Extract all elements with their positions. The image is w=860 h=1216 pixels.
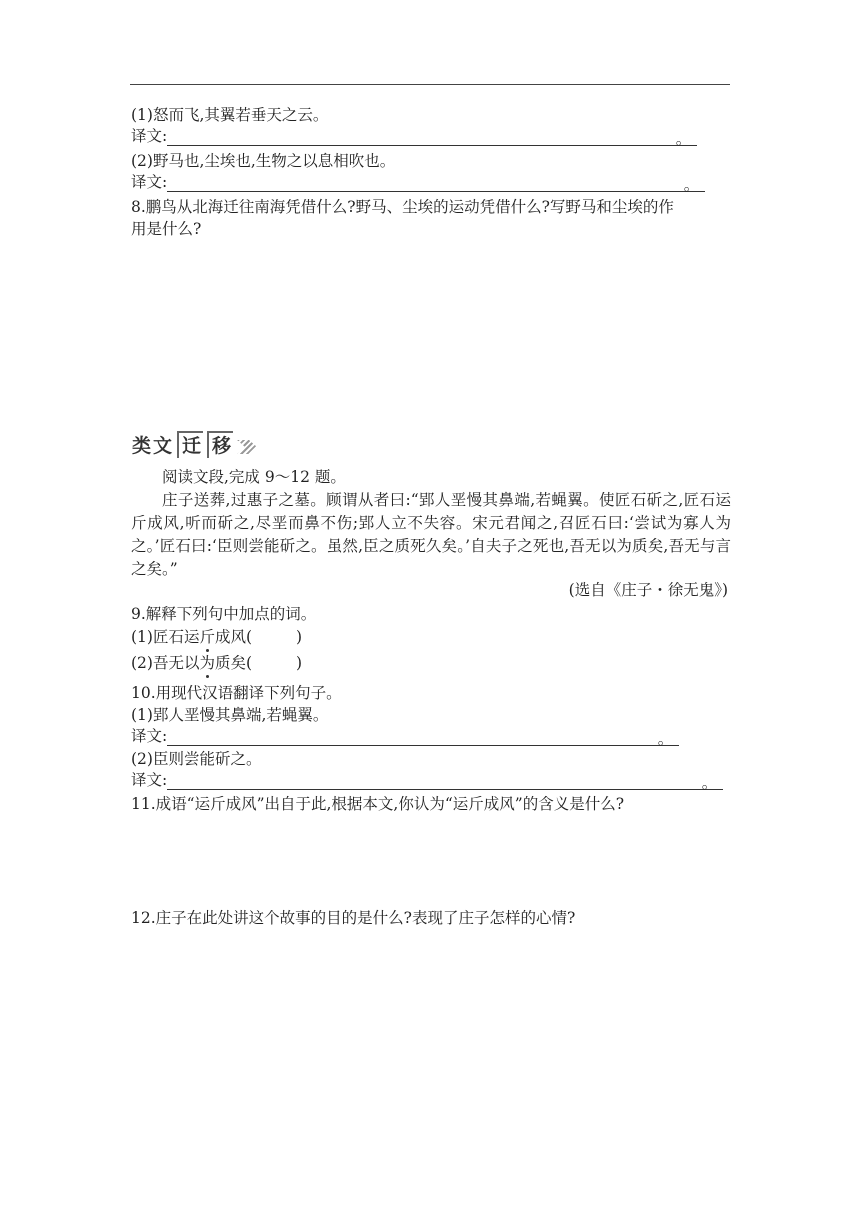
- emphasis-dot-char: 为: [199, 654, 215, 672]
- arrow-decoration-icon: [237, 440, 257, 454]
- question-12-title: 12.庄子在此处讲这个故事的目的是什么?表现了庄子怎样的心情?: [131, 909, 576, 927]
- answer-blank[interactable]: 。: [167, 175, 705, 192]
- answer-label: 译文:: [131, 727, 168, 745]
- section-header-char: 文: [153, 435, 173, 457]
- answer-blank[interactable]: 。: [167, 129, 697, 146]
- question-8-line-1: 8.鹏鸟从北海迁往南海凭借什么?野马、尘埃的运动凭借什么?写野马和尘埃的作: [131, 198, 674, 216]
- emphasis-dot-char: 斤: [199, 628, 215, 646]
- answer-blank[interactable]: 。: [167, 729, 679, 746]
- passage-intro: 阅读文段,完成 9～12 题。: [162, 468, 346, 486]
- q10-answer-row-2: [131, 770, 723, 790]
- q7-sentence-1: (1)怒而飞,其翼若垂天之云。: [131, 106, 329, 124]
- q7-answer-row-2: [131, 172, 705, 192]
- passage-body: 庄子送葬,过惠子之墓。顾谓从者曰:“郢人垩慢其鼻端,若蝇翼。使匠石斫之,匠石运斤成风,听而斫之,尽垩而鼻不伤;郢人立不失容。宋元君闻之,召匠石曰:‘尝试为寡人为之。’匠石曰:‘臣则尝能斫之。虽然,臣之质死久矣。’自夫子之死也,吾无以为质矣,吾无与言之矣。”: [131, 491, 731, 578]
- section-header-similar-text-transfer: [131, 428, 257, 458]
- section-header-char: 类: [132, 435, 152, 457]
- question-9-item-1: (1)匠石运斤成风( ): [131, 628, 303, 646]
- answer-label: 译文:: [131, 173, 168, 191]
- answer-label: 译文:: [131, 771, 168, 789]
- q10-sentence-2: (2)臣则尝能斫之。: [131, 750, 262, 768]
- answer-label: 译文:: [131, 127, 168, 145]
- question-8-line-2: 用是什么?: [131, 220, 202, 238]
- question-9-title: 9.解释下列句中加点的词。: [131, 605, 317, 623]
- section-header-char: 迁: [177, 431, 203, 458]
- header-rule: [130, 84, 730, 85]
- question-11-title: 11.成语“运斤成风”出自于此,根据本文,你认为“运斤成风”的含义是什么?: [131, 795, 625, 813]
- answer-blank[interactable]: 。: [167, 773, 723, 790]
- question-9-item-2: (2)吾无以为质矣( ): [131, 654, 303, 672]
- q7-answer-row-1: [131, 126, 697, 146]
- q7-sentence-2: (2)野马也,尘埃也,生物之以息相吹也。: [131, 152, 396, 170]
- q10-answer-row-1: [131, 726, 679, 746]
- q10-sentence-1: (1)郢人垩慢其鼻端,若蝇翼。: [131, 706, 329, 724]
- passage-source: (选自《庄子・徐无鬼》): [568, 581, 728, 599]
- question-10-title: 10.用现代汉语翻译下列句子。: [131, 684, 342, 702]
- section-header-char: 移: [207, 431, 233, 458]
